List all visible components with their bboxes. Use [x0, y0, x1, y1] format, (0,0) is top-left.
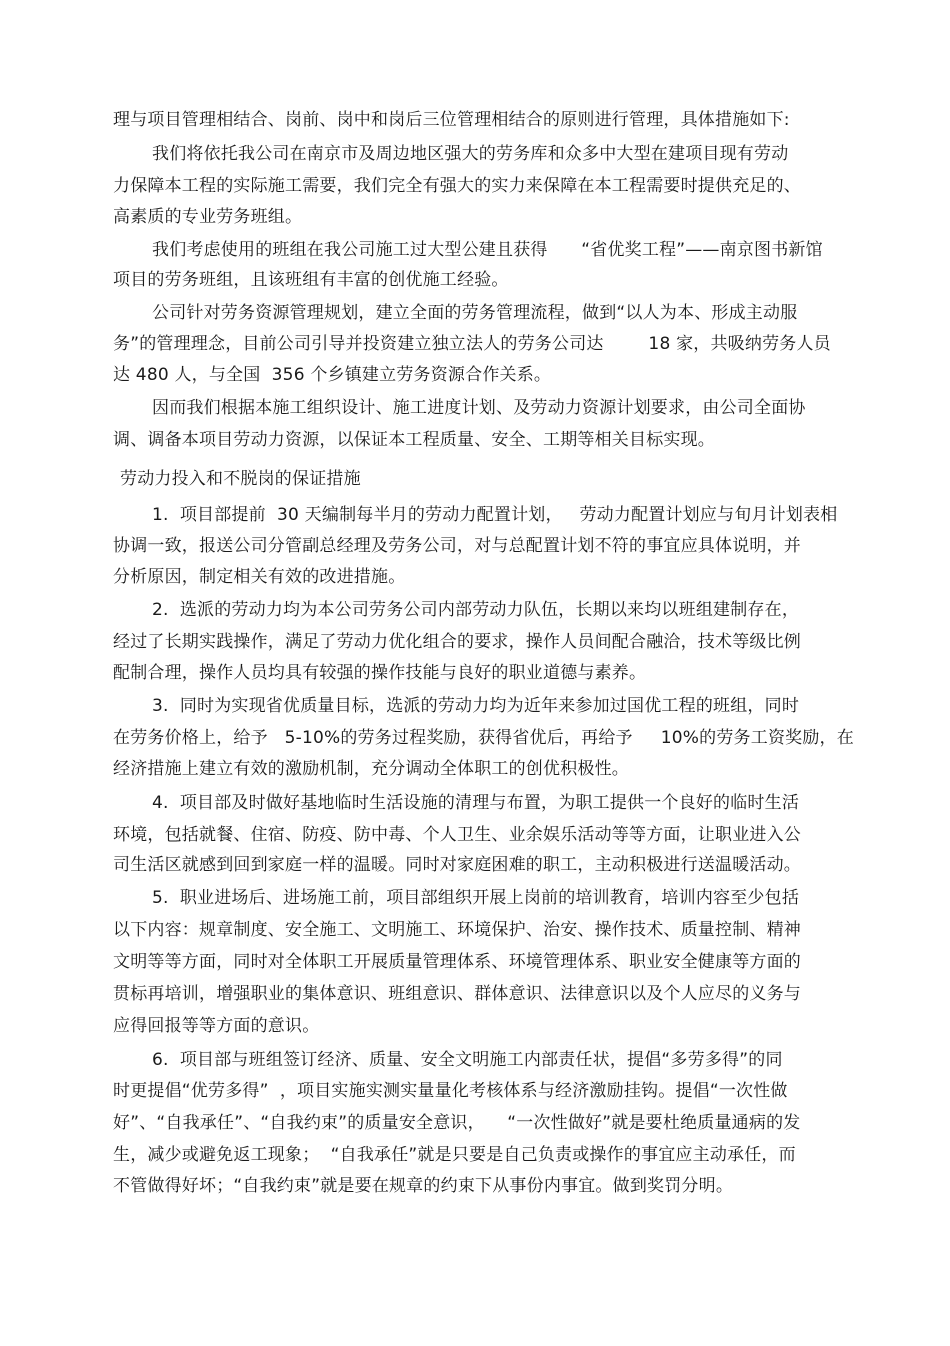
- text-line: 力保障本工程的实际施工需要，我们完全有强大的实力来保障在本工程需要时提供充足的、: [113, 176, 801, 196]
- text-line: 生，减少或避免返工现象； “自我承任”就是只要是自己负责或操作的事宜应主动承任，而: [113, 1145, 796, 1165]
- text-line: 文明等等方面，同时对全体职工开展质量管理体系、环境管理体系、职业安全健康等方面的: [113, 952, 801, 972]
- text-line: 分析原因，制定相关有效的改进措施。: [113, 567, 406, 587]
- text-line: 3. 同时为实现省优质量目标，选派的劳动力均为近年来参加过国优工程的班组，同时: [152, 696, 800, 716]
- text-line: 应得回报等等方面的意识。: [113, 1016, 320, 1036]
- text-line: 项目的劳务班组，且该班组有丰富的创优施工经验。: [113, 270, 509, 290]
- text-line: 我们考虑使用的班组在我公司施工过大型公建且获得 “省优奖工程”——南京图书新馆: [152, 240, 823, 260]
- text-line: 配制合理，操作人员均具有较强的操作技能与良好的职业道德与素养。: [113, 663, 647, 683]
- text-line: 以下内容：规章制度、安全施工、文明施工、环境保护、治安、操作技术、质量控制、精神: [113, 920, 801, 940]
- text-line: 2. 选派的劳动力均为本公司劳务公司内部劳动力队伍，长期以来均以班组建制存在，: [152, 600, 800, 620]
- text-line: 1. 项目部提前 30 天编制每半月的劳动力配置计划， 劳动力配置计划应与旬月计划表相: [152, 505, 838, 525]
- text-line: 4. 项目部及时做好基地临时生活设施的清理与布置，为职工提供一个良好的临时生活: [152, 793, 800, 813]
- section-heading: 劳动力投入和不脱岗的保证措施: [120, 469, 361, 489]
- text-line: 好”、“自我承任”、“自我约束”的质量安全意识， “一次性做好”就是要杜绝质量通病的发: [113, 1113, 801, 1133]
- text-line: 协调一致，报送公司分管副总经理及劳务公司，对与总配置计划不符的事宜应具体说明，并: [113, 536, 801, 556]
- text-line: 公司针对劳务资源管理规划，建立全面的劳务管理流程，做到“以人为本、形成主动服: [152, 303, 798, 323]
- text-line: 理与项目管理相结合、岗前、岗中和岗后三位管理相结合的原则进行管理，具体措施如下:: [113, 110, 790, 130]
- text-line: 经过了长期实践操作，满足了劳动力优化组合的要求，操作人员间配合融洽，技术等级比例: [113, 632, 801, 652]
- text-line: 6. 项目部与班组签订经济、质量、安全文明施工内部责任状，提倡“多劳多得”的同: [152, 1050, 783, 1070]
- text-line: 时更提倡“优劳多得” ，项目实施实测实量量化考核体系与经济激励挂钩。提倡“一次性做: [113, 1081, 788, 1101]
- text-line: 调、调备本项目劳动力资源，以保证本工程质量、安全、工期等相关目标实现。: [113, 430, 715, 450]
- text-line: 不管做得好坏；“自我约束”就是要在规章的约束下从事份内事宜。做到奖罚分明。: [113, 1176, 734, 1196]
- text-line: 贯标再培训，增强职业的集体意识、班组意识、群体意识、法律意识以及个人应尽的义务与: [113, 984, 801, 1004]
- text-line: 5. 职业进场后、进场施工前，项目部组织开展上岗前的培训教育，培训内容至少包括: [152, 888, 800, 908]
- text-line: 司生活区就感到回到家庭一样的温暖。同时对家庭困难的职工，主动积极进行送温暖活动。: [113, 855, 801, 875]
- text-line: 务”的管理理念，目前公司引导并投资建立独立法人的劳务公司达 18 家，共吸纳劳务人员: [113, 334, 831, 354]
- text-line: 达 480 人，与全国 356 个乡镇建立劳务资源合作关系。: [113, 365, 552, 385]
- text-line: 因而我们根据本施工组织设计、施工进度计划、及劳动力资源计划要求，由公司全面协: [152, 398, 806, 418]
- text-line: 环境，包括就餐、住宿、防疫、防中毒、个人卫生、业余娱乐活动等等方面，让职业进入公: [113, 825, 801, 845]
- text-line: 我们将依托我公司在南京市及周边地区强大的劳务库和众多中大型在建项目现有劳动: [152, 144, 789, 164]
- text-line: 经济措施上建立有效的激励机制，充分调动全体职工的创优积极性。: [113, 759, 629, 779]
- text-line: 在劳务价格上，给予 5-10%的劳务过程奖励，获得省优后，再给予 10%的劳务工资奖励，在: [113, 728, 854, 748]
- text-line: 高素质的专业劳务班组。: [113, 207, 303, 227]
